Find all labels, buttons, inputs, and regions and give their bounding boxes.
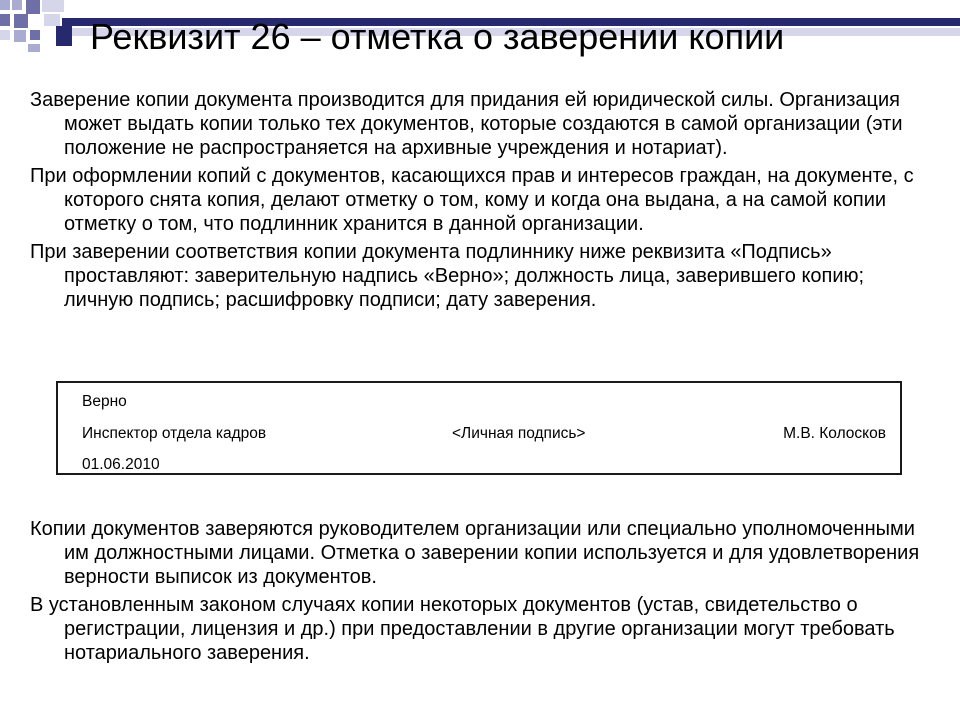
decor-square-7: [44, 14, 60, 26]
decor-square-1: [0, 0, 10, 10]
paragraphs-bottom: [30, 517, 930, 665]
decor-square-6: [14, 14, 28, 28]
paragraph-citizens-copies: При оформлении копий с документов, касающихся прав и интересов граждан, на документе, с которого снята копия, делают отметку о том, кому и когда она выдана, а на самой копии отметку о том, что подлинник хранится в данной организации.: [30, 165, 914, 235]
paragraphs-top: [30, 88, 930, 312]
decor-square-11: [28, 44, 40, 52]
decor-square-2: [12, 0, 22, 10]
paragraph-who-certifies: Копии документов заверяются руководителем организации или специально уполномоченными им должностными лицами. Отметка о заверении копии используется и для удовлетворения верности выписок из документов.: [30, 518, 920, 588]
paragraph-certification-purpose: Заверение копии документа производится для придания ей юридической силы. Организация может выдать копии только тех документов, которые создаются в самой организации (эти положение не распространяется на архивные учреждения и нотариат).: [30, 89, 903, 159]
title-bar-accent: [56, 26, 72, 46]
certification-example-box: [56, 381, 902, 475]
decor-square-8: [0, 30, 10, 40]
example-date: 01.06.2010: [82, 456, 160, 473]
example-signature: <Личная подпись>: [452, 425, 586, 442]
decor-square-9: [14, 30, 26, 42]
decor-square-10: [30, 30, 40, 40]
example-verno: Верно: [82, 393, 127, 410]
example-position: Инспектор отдела кадров: [82, 425, 267, 442]
slide-title: Реквизит 26 – отметка о заверении копии: [90, 16, 785, 57]
decor-square-4: [42, 0, 64, 12]
decor-square-3: [26, 0, 40, 14]
paragraph-notarial: В установленным законом случаях копии некоторых документов (устав, свидетельство о регистрации, лицензия и др.) при предоставлении в другие организации могут требовать нотариального заверения.: [30, 594, 895, 664]
paragraph-certification-elements: При заверении соответствия копии документа подлиннику ниже реквизита «Подпись» проставляют: заверительную надпись «Верно»; должность лица, заверившего копию; личную подпись; расшифровку подписи; дату заверения.: [30, 241, 865, 311]
example-name: М.В. Колосков: [783, 425, 886, 442]
decor-square-5: [0, 14, 10, 26]
